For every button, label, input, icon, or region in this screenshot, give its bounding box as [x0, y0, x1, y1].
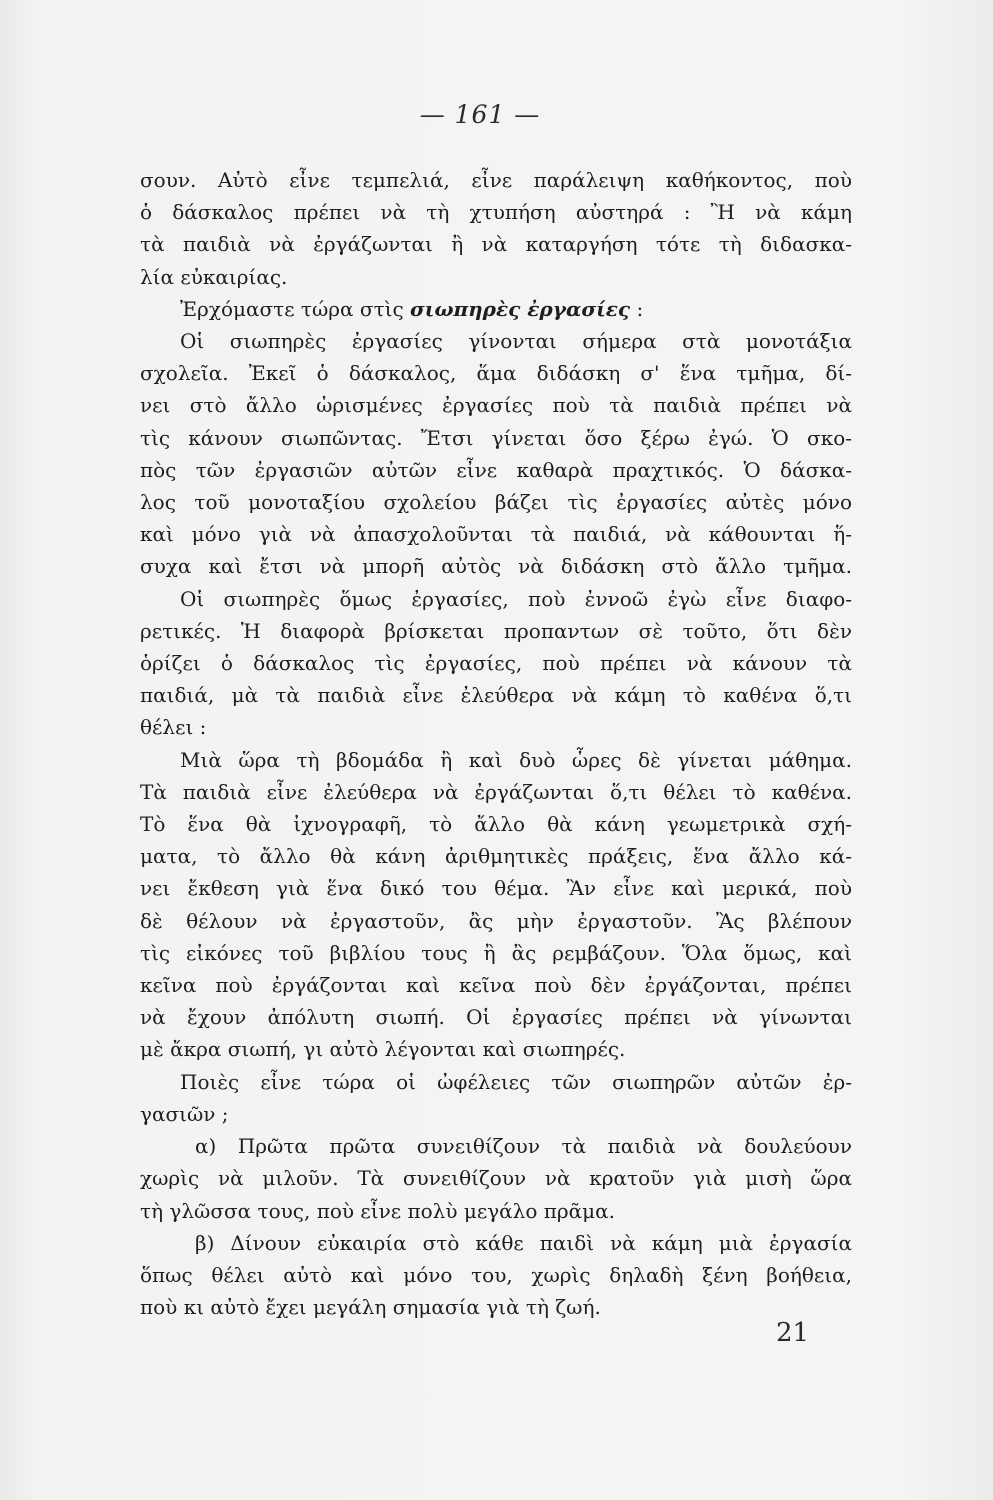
text-line: παιδιά, μὰ τὰ παιδιὰ εἶνε ἐλεύθερα νὰ κάμη τὸ καθένα ὅ,τι	[140, 683, 852, 708]
text-line: ὁρίζει ὁ δάσκαλος τὶς ἐργασίες, ποὺ πρέπει νὰ κάνουν τὰ	[140, 651, 852, 676]
text-line: σχολεῖα. Ἐκεῖ ὁ δάσκαλος, ἅμα διδάσκη σ' ἕνα τμῆμα, δί-	[140, 361, 852, 386]
text-line: λος τοῦ μονοταξίου σχολείου βάζει τὶς ἐργασίες αὐτὲς μόνο	[140, 490, 852, 515]
text-line: καὶ μόνο γιὰ νὰ ἀπασχολοῦνται τὰ παιδιά, νὰ κάθουνται ἥ-	[140, 522, 852, 547]
text-line: μὲ ἄκρα σιωπή, γι αὐτὸ λέγονται καὶ σιωπηρές.	[140, 1037, 626, 1062]
list-item-b: β) Δίνουν εὐκαιρία στὸ κάθε παιδὶ νὰ κάμη μιὰ ἐργασία	[195, 1230, 852, 1255]
text-line: δὲ θέλουν νὰ ἐργαστοῦν, ἂς μὴν ἐργαστοῦν. Ἂς βλέπουν	[140, 908, 852, 933]
text-line: τὶς εἰκόνες τοῦ βιβλίου τους ἢ ἂς ρεμβάζουν. Ὅλα ὅμως, καὶ	[140, 940, 852, 965]
text-line: νει ἔκθεση γιὰ ἕνα δικό του θέμα. Ἂν εἶνε καὶ μερικά, ποὺ	[140, 876, 852, 901]
text-line: σουν. Αὐτὸ εἶνε τεμπελιά, εἶνε παράλειψη καθήκοντος, ποὺ	[140, 168, 852, 192]
text-line: Οἱ σιωπηρὲς ὅμως ἐργασίες, ποὺ ἐννοῶ ἐγὼ εἶνε διαφο-	[180, 586, 852, 611]
signature-mark: 21	[776, 1318, 810, 1348]
body-text	[140, 164, 852, 1323]
text-segment: :	[630, 296, 644, 321]
text-line: τὴ γλῶσσα τους, ποὺ εἶνε πολὺ μεγάλο πρᾶμα.	[140, 1198, 616, 1223]
text-line: συχα καὶ ἔτσι νὰ μπορῆ αὐτὸς νὰ διδάσκη στὸ ἄλλο τμῆμα.	[140, 554, 852, 579]
text-line: τὰ παιδιὰ νὰ ἐργάζωνται ἢ νὰ καταργήση τότε τὴ διδασκα-	[140, 232, 852, 257]
text-line: τὶς κάνουν σιωπῶντας. Ἔτσι γίνεται ὅσο ξέρω ἐγώ. Ὁ σκο-	[140, 425, 852, 450]
text-line: ματα, τὸ ἄλλο θὰ κάνη ἀριθμητικὲς πράξεις, ἕνα ἄλλο κά-	[140, 844, 852, 869]
text-line: γασιῶν ;	[140, 1101, 229, 1126]
text-line: θέλει :	[140, 715, 207, 740]
list-item-a: α) Πρῶτα πρῶτα συνειθίζουν τὰ παιδιὰ νὰ δουλεύουν	[195, 1134, 852, 1159]
text-line: νει στὸ ἄλλο ὡρισμένες ἐργασίες ποὺ τὰ παιδιὰ πρέπει νὰ	[140, 393, 852, 418]
text-line: Τὸ ἕνα θὰ ἰχνογραφῆ, τὸ ἄλλο θὰ κάνη γεωμετρικὰ σχή-	[140, 812, 852, 837]
text-line: ρετικές. Ἡ διαφορὰ βρίσκεται προπαντων σὲ τοῦτο, ὅτι δὲν	[140, 618, 852, 643]
text-line: ὁ δάσκαλος πρέπει νὰ τὴ χτυπήση αὐστηρά : Ἢ νὰ κάμη	[140, 200, 852, 225]
emphasized-heading: σιωπηρὲς ἐργασίες	[410, 296, 631, 321]
text-line: κεῖνα ποὺ ἐργάζονται καὶ κεῖνα ποὺ δὲν ἐργάζονται, πρέπει	[140, 973, 852, 998]
text-line: Ποιὲς εἶνε τώρα οἱ ὠφέλειες τῶν σιωπηρῶν αὐτῶν ἐρ-	[180, 1069, 852, 1094]
text-line: νὰ ἔχουν ἀπόλυτη σιωπή. Οἱ ἐργασίες πρέπει νὰ γίνωνται	[140, 1005, 852, 1030]
text-segment: Ἐρχόμαστε τώρα στὶς	[180, 296, 411, 321]
text-line: λία εὐκαιρίας.	[140, 264, 288, 289]
text-line	[140, 293, 852, 325]
page-number: — 161 —	[419, 100, 541, 129]
text-line: πὸς τῶν ἐργασιῶν αὐτῶν εἶνε καθαρὰ πραχτικός. Ὁ δάσκα-	[140, 457, 852, 482]
text-line: χωρὶς νὰ μιλοῦν. Τὰ συνειθίζουν νὰ κρατοῦν γιὰ μισὴ ὥρα	[140, 1166, 852, 1191]
text-line: Οἱ σιωπηρὲς ἐργασίες γίνονται σήμερα στὰ μονοτάξια	[180, 329, 852, 354]
text-line: Μιὰ ὥρα τὴ βδομάδα ἢ καὶ δυὸ ὧρες δὲ γίνεται μάθημα.	[180, 747, 852, 772]
text-line: ποὺ κι αὐτὸ ἔχει μεγάλη σημασία γιὰ τὴ ζωή.	[140, 1295, 601, 1320]
text-line: Τὰ παιδιὰ εἶνε ἐλεύθερα νὰ ἐργάζωνται ὅ,τι θέλει τὸ καθένα.	[140, 779, 852, 804]
text-line: ὅπως θέλει αὐτὸ καὶ μόνο του, χωρὶς δηλαδὴ ξένη βοήθεια,	[140, 1262, 852, 1287]
